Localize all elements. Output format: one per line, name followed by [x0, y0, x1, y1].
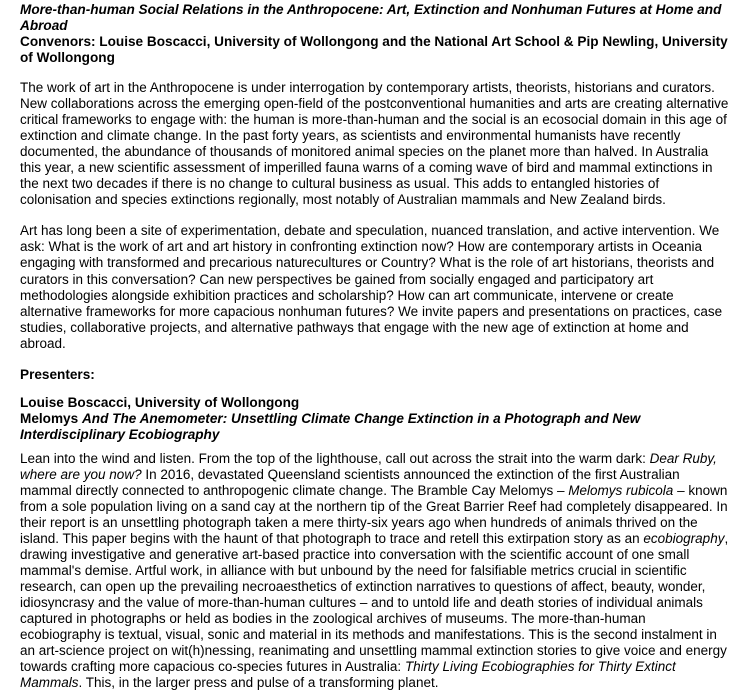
presenters-heading: Presenters: — [20, 366, 95, 382]
abstract-italic-3: ecobiography — [643, 530, 725, 546]
presenter-name: Louise Boscacci, University of Wollongong — [20, 394, 300, 410]
abstract-text-3: – known from a sole population living on a sand cay at the northern tip of the Great Barrier Reef had completely disappeared. In their report is an unsettling photograph taken a mere thirty-six years ago when hundreds of animals thrived on the island. This paper begins with the haunt of that photograph to trace and retell this extirpation story as an — [20, 482, 728, 546]
intro-paragraph-2: Art has long been a site of experimentation, debate and speculation, nuanced translation, and active intervention. We ask: What is the work of art and art history in confronting extinction now? How are contemporary artists in Oceania engaging with transformed and precarious naturecultures or Country? What is the role of art historians, theorists and curators in this conversation? Can new perspectives be gained from socially engaged and participatory art methodologies alongside exhibition practices and scholarship? How can art communicate, intervene or create alternative frameworks for more capacious nonhuman futures? We invite papers and presentations on practices, case studies, collaborative projects, and alternative pathways that engage with the new age of extinction at home and abroad. — [20, 223, 723, 351]
abstract-text-1: Lean into the wind and listen. From the top of the lighthouse, call out across the strait into the warm dark: — [20, 450, 650, 466]
paper-title-prefix: Melomys — [20, 410, 79, 426]
abstract-italic-4: Thirty Living Ecobiographies for Thirty Extinct Mammals — [20, 659, 676, 691]
convenors-line: Convenors: Louise Boscacci, University of Wollongong and the National Art School & Pip Newling, University of Wollongong — [20, 34, 728, 65]
abstract-italic-1: Dear Ruby, where are you now? — [20, 450, 717, 482]
abstract-italic-2: Melomys rubicola — [568, 482, 674, 498]
abstract-text-4: , drawing investigative and generative art-based practice into conversation with the scientific account of one small mammal's demise. Artful work, in alliance with but unbound by the need for falsifiable metrics crucial in scientific research, can open up the prevailing necroaesthetics of extinction narratives to questions of affect, beauty, wonder, idiosyncrasy and the value of more-than-human cultures – and to untold life and death stories of individual animals captured in photographs or held as bodies in the zoological archives of museums. The more-than-human ecobiography is textual, visual, sonic and material in its methods and manifestations. This is the second instalment in an art-science project on wit(h)nessing, reanimating and unsettling mammal extinction stories to give voice and energy towards crafting more capacious co-species futures in Australia: — [20, 530, 729, 675]
panel-title: More-than-human Social Relations in the Anthropocene: Art, Extinction and Nonhuman Futures at Home and Abroad — [20, 2, 722, 33]
paper-title — [20, 411, 729, 443]
abstract-text-2: In 2016, devastated Queensland scientists announced the extinction of the first Australian mammal directly connected to anthropogenic climate change. The Bramble Cay Melomys – — [20, 466, 680, 498]
intro-paragraph-1: The work of art in the Anthropocene is under interrogation by contemporary artists, theorists, historians and curators. New collaborations across the emerging open-field of the postconventional humanities and arts are creating alternative critical frameworks to engage with: the human is more-than-human and the social is an ecosocial domain in this age of extinction and climate change. In the past forty years, as scientists and environmental humanists have recently documented, the abundance of thousands of monitored animal species on the planet more than halved. In Australia this year, a new scientific assessment of imperilled fauna warns of a coming wave of bird and mammal extinctions in the next two decades if there is no change to cultural business as usual. This adds to entangled histories of colonisation and species extinctions regionally, most notably of Australian mammals and New Zealand birds. — [20, 80, 729, 208]
paper-abstract — [20, 451, 729, 691]
paper-title-italic: And The Anemometer: Unsettling Climate Change Extinction in a Photograph and New Interdisciplinary Ecobiography — [20, 410, 641, 442]
abstract-text-5: . This, in the larger press and pulse of a transforming planet. — [78, 675, 439, 691]
